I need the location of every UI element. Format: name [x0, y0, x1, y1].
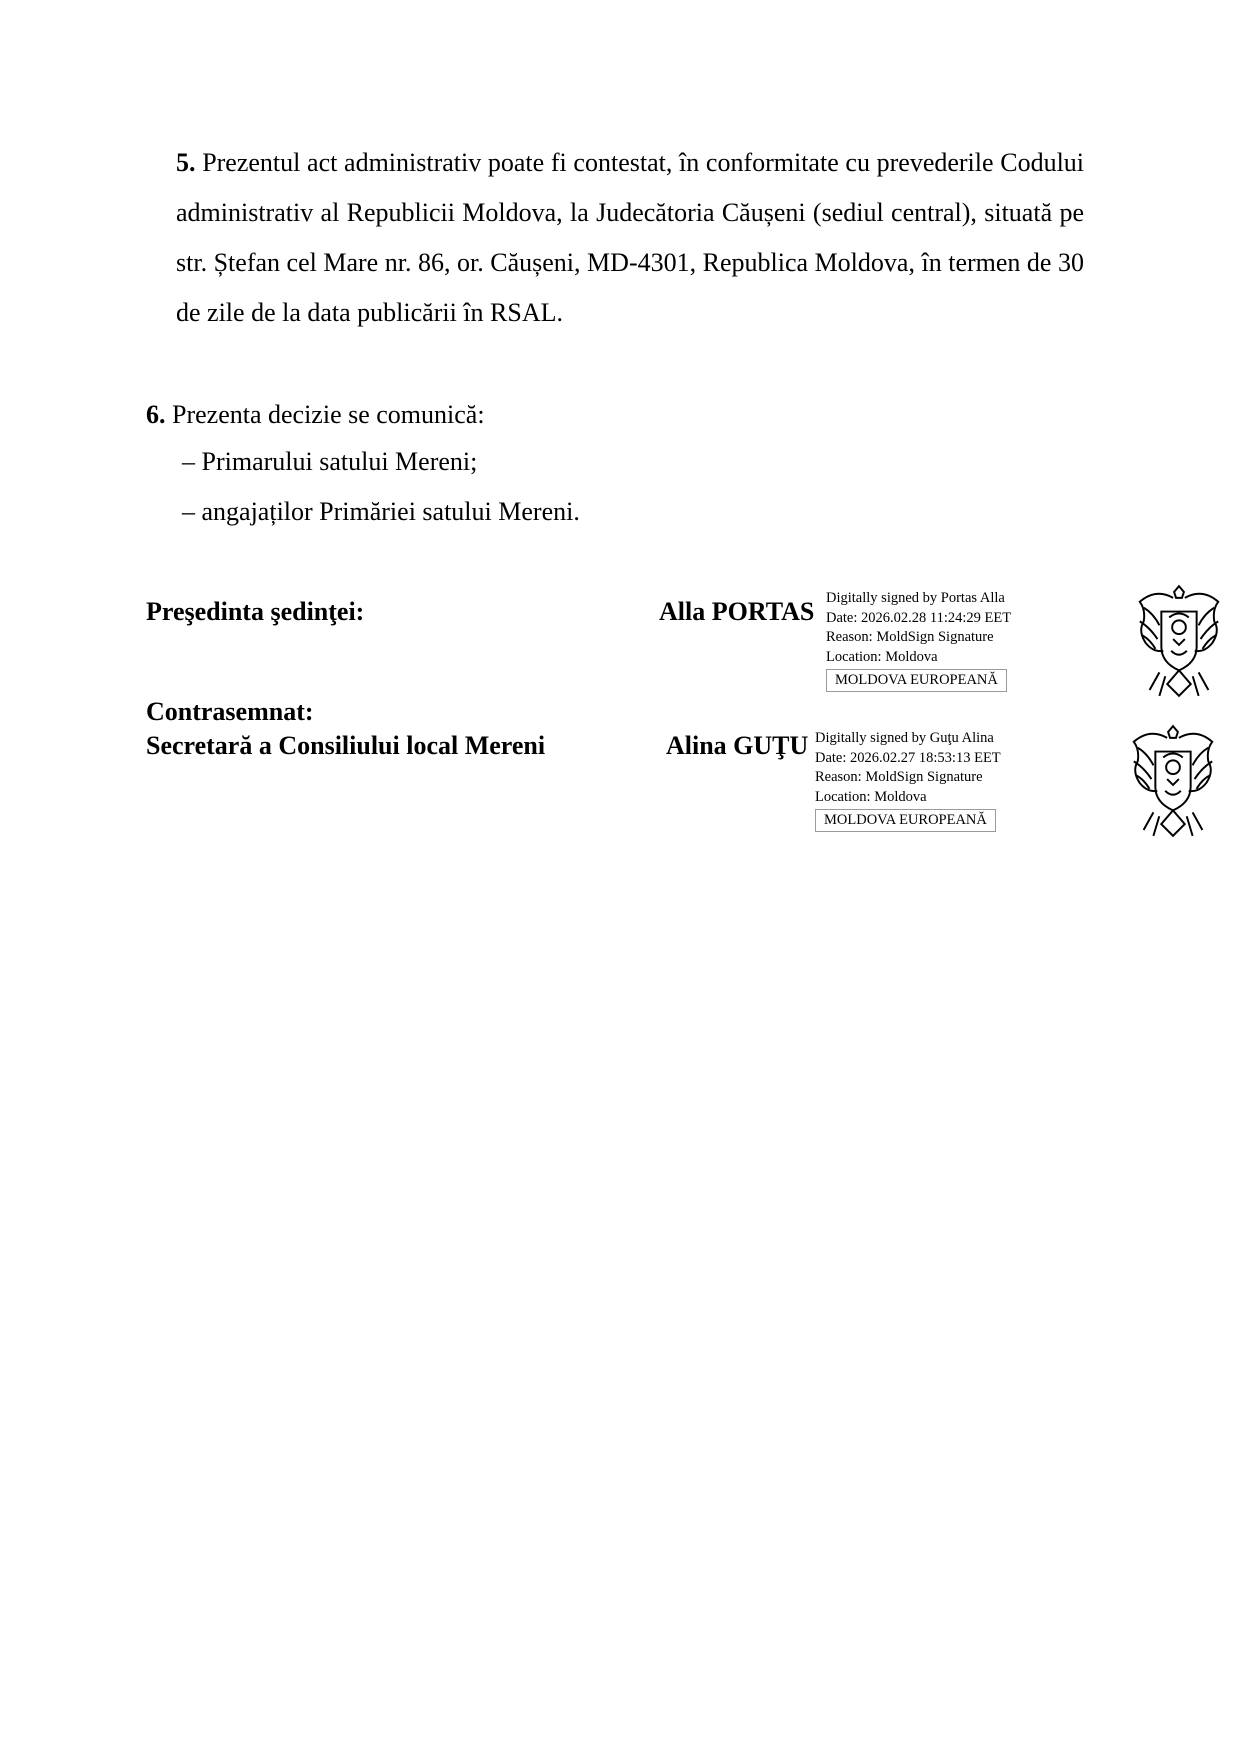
signature-reason: Reason: MoldSign Signature [826, 629, 994, 645]
signed-by-text: Digitally signed by Guţu Alina [815, 730, 994, 746]
signature-reason: Reason: MoldSign Signature [815, 769, 983, 785]
paragraph-5-number: 5. [176, 148, 196, 177]
paragraph-6-text: Prezenta decizie se comunică: [172, 400, 485, 429]
secretary-name: Alina GUŢU [666, 731, 809, 760]
chair-role-label: Preşedinta şedinţei: [146, 597, 365, 626]
signature-label-box: MOLDOVA EUROPEANĂ [815, 809, 996, 832]
signature-date: Date: 2026.02.28 11:24:29 EET [826, 609, 1012, 626]
countersigned-label: Contrasemnat: [146, 697, 314, 726]
secretary-role-label: Secretară a Consiliului local Mereni [146, 731, 546, 760]
paragraph-6-number: 6. [146, 400, 166, 429]
recipient-item: – Primarului satului Mereni; [182, 447, 478, 476]
signature-location: Location: Moldova [826, 648, 938, 665]
signature-date: Date: 2026.02.27 18:53:13 EET [815, 749, 1001, 766]
digital-signature-info [826, 589, 1011, 692]
paragraph-5 [176, 138, 1084, 338]
digital-signature-info [815, 729, 1001, 832]
signature-location: Location: Moldova [815, 788, 927, 805]
signature-label-box: MOLDOVA EUROPEANĂ [826, 669, 1007, 692]
signed-by-text: Digitally signed by Portas Alla [826, 590, 1005, 606]
recipient-item: – angajaților Primăriei satului Mereni. [182, 497, 580, 526]
paragraph-5-text: Prezentul act administrativ poate fi contestat, în conformitate cu prevederile Codului administrativ al Republicii Moldova, la Judecătoria Căușeni (sediul central), situată pe str. Ștefan cel Mare nr. 86, or. Căușeni, MD-4301, Republica Moldova, în termen de 30 de zile de la data publicării în RSAL. [176, 148, 1085, 327]
moldova-coat-of-arms-icon [1124, 718, 1222, 842]
paragraph-6 [146, 390, 485, 440]
moldova-coat-of-arms-icon [1130, 578, 1228, 702]
chair-name: Alla PORTAS [659, 597, 815, 626]
